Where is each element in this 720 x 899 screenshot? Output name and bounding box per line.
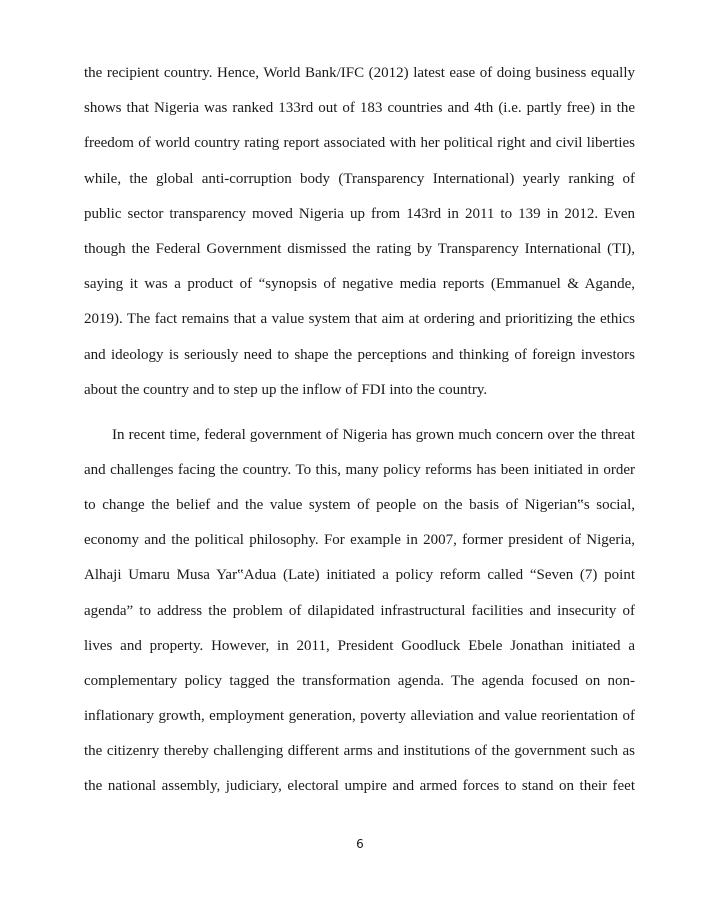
paragraph-1-line-10: about the country and to step up the inflow of FDI into the country. <box>84 382 488 398</box>
paragraph-2-line-11: the national assembly, judiciary, electoral umpire and armed forces to stand on their feet <box>84 778 635 794</box>
paragraph-2-line-1: In recent time, federal government of Nigeria has grown much concern over the threat <box>112 427 635 443</box>
paragraph-1-line-6: though the Federal Government dismissed the rating by Transparency International (TI), <box>84 241 635 257</box>
paragraph-1-line-1: the recipient country. Hence, World Bank/IFC (2012) latest ease of doing business equally <box>84 65 635 81</box>
paragraph-2-line-7: lives and property. However, in 2011, President Goodluck Ebele Jonathan initiated a <box>84 638 635 654</box>
paragraph-2-line-2: and challenges facing the country. To this, many policy reforms has been initiated in order <box>84 462 635 478</box>
paragraph-1-line-9: and ideology is seriously need to shape the perceptions and thinking of foreign investors <box>84 347 635 363</box>
paragraph-2-line-8: complementary policy tagged the transformation agenda. The agenda focused on non- <box>84 673 635 689</box>
paragraph-1-line-3: freedom of world country rating report associated with her political right and civil liberties <box>84 135 635 151</box>
paragraph-1-line-4: while, the global anti-corruption body (Transparency International) yearly ranking of <box>84 171 635 187</box>
paragraph-2-line-6: agenda” to address the problem of dilapidated infrastructural facilities and insecurity of <box>84 603 635 619</box>
paragraph-2-line-10: the citizenry thereby challenging different arms and institutions of the government such as <box>84 743 635 759</box>
paragraph-1-line-2: shows that Nigeria was ranked 133rd out of 183 countries and 4th (i.e. partly free) in the <box>84 100 635 116</box>
paragraph-1-line-5: public sector transparency moved Nigeria up from 143rd in 2011 to 139 in 2012. Even <box>84 206 635 222</box>
paragraph-2-line-5: Alhaji Umaru Musa Yar‟Adua (Late) initiated a policy reform called “Seven (7) point <box>84 567 635 583</box>
paragraph-2-line-4: economy and the political philosophy. For example in 2007, former president of Nigeria, <box>84 532 635 548</box>
paragraph-1-line-7: saying it was a product of “synopsis of negative media reports (Emmanuel & Agande, <box>84 276 635 292</box>
paragraph-2-line-3: to change the belief and the value system of people on the basis of Nigerian‟s social, <box>84 497 635 513</box>
paragraph-2-line-9: inflationary growth, employment generation, poverty alleviation and value reorientation of <box>84 708 635 724</box>
paragraph-1-line-8: 2019). The fact remains that a value system that aim at ordering and prioritizing the ethics <box>84 311 635 327</box>
page-number: 6 <box>356 837 364 851</box>
